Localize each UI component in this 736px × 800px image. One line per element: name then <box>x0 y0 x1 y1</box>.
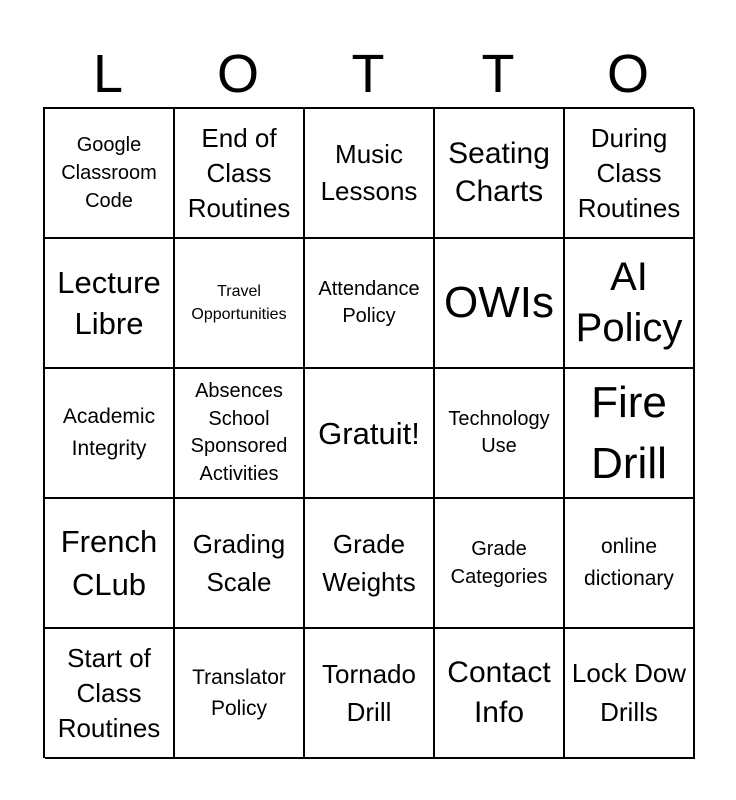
lotto-cell[interactable] <box>45 369 175 499</box>
lotto-cell[interactable] <box>565 239 695 369</box>
lotto-cell[interactable] <box>435 629 565 759</box>
cell-text: online dictionary <box>584 535 674 590</box>
cell-text: OWIs <box>444 278 554 327</box>
cell-text: Travel Opportunities <box>191 283 287 323</box>
lotto-cell[interactable] <box>45 629 175 759</box>
cell-text: Translator Policy <box>192 666 286 720</box>
cell-text: Lock Dow Drills <box>571 658 687 727</box>
cell-text: Seating Charts <box>448 137 550 208</box>
lotto-cell[interactable] <box>305 629 435 759</box>
lotto-cell[interactable] <box>435 499 565 629</box>
cell-text: Start of Class Routines <box>57 642 161 743</box>
lotto-grid <box>43 107 694 758</box>
cell-text: Gratuit! <box>318 415 420 451</box>
cell-text: Google Classroom Code <box>61 134 157 212</box>
cell-text: AI Policy <box>575 255 683 350</box>
lotto-cell[interactable] <box>435 369 565 499</box>
lotto-cell[interactable] <box>305 239 435 369</box>
cell-text: Fire Drill <box>591 378 667 488</box>
lotto-cell[interactable] <box>175 109 305 239</box>
cell-text: Technology Use <box>448 408 550 457</box>
header-letter-1: L <box>92 44 124 104</box>
cell-text: Attendance Policy <box>318 278 420 327</box>
lotto-cell[interactable] <box>45 239 175 369</box>
cell-text: Grade Categories <box>450 538 548 588</box>
lotto-cell[interactable] <box>175 629 305 759</box>
cell-text: Grading Scale <box>192 529 286 597</box>
cell-text: Music Lessons <box>320 139 418 206</box>
card-header <box>43 40 693 108</box>
cell-text: Lecture Libre <box>57 265 161 341</box>
cell-text: Absences School Sponsored Activities <box>190 380 288 485</box>
header-letter-5: O <box>606 44 649 104</box>
lotto-cell[interactable] <box>565 499 695 629</box>
lotto-cell[interactable] <box>565 369 695 499</box>
lotto-cell[interactable] <box>565 629 695 759</box>
lotto-cell[interactable] <box>305 499 435 629</box>
lotto-cell[interactable] <box>45 109 175 239</box>
cell-text: French CLub <box>60 524 158 602</box>
cell-text: During Class Routines <box>577 122 681 223</box>
lotto-cell[interactable] <box>175 499 305 629</box>
cell-text: Contact Info <box>447 656 551 729</box>
lotto-cell[interactable] <box>435 239 565 369</box>
lotto-cell[interactable] <box>565 109 695 239</box>
cell-text: Tornado Drill <box>322 659 416 727</box>
header-letter-2: O <box>216 44 259 104</box>
lotto-cell[interactable] <box>435 109 565 239</box>
lotto-cell[interactable] <box>175 239 305 369</box>
cell-text: Academic Integrity <box>62 405 156 460</box>
header-letter-4: T <box>481 44 515 104</box>
header-letter-3: T <box>351 44 385 104</box>
cell-text: Grade Weights <box>322 529 416 597</box>
lotto-cell[interactable] <box>305 369 435 499</box>
lotto-cell[interactable] <box>175 369 305 499</box>
cell-text: End of Class Routines <box>187 122 291 223</box>
lotto-cell[interactable] <box>305 109 435 239</box>
lotto-cell[interactable] <box>45 499 175 629</box>
